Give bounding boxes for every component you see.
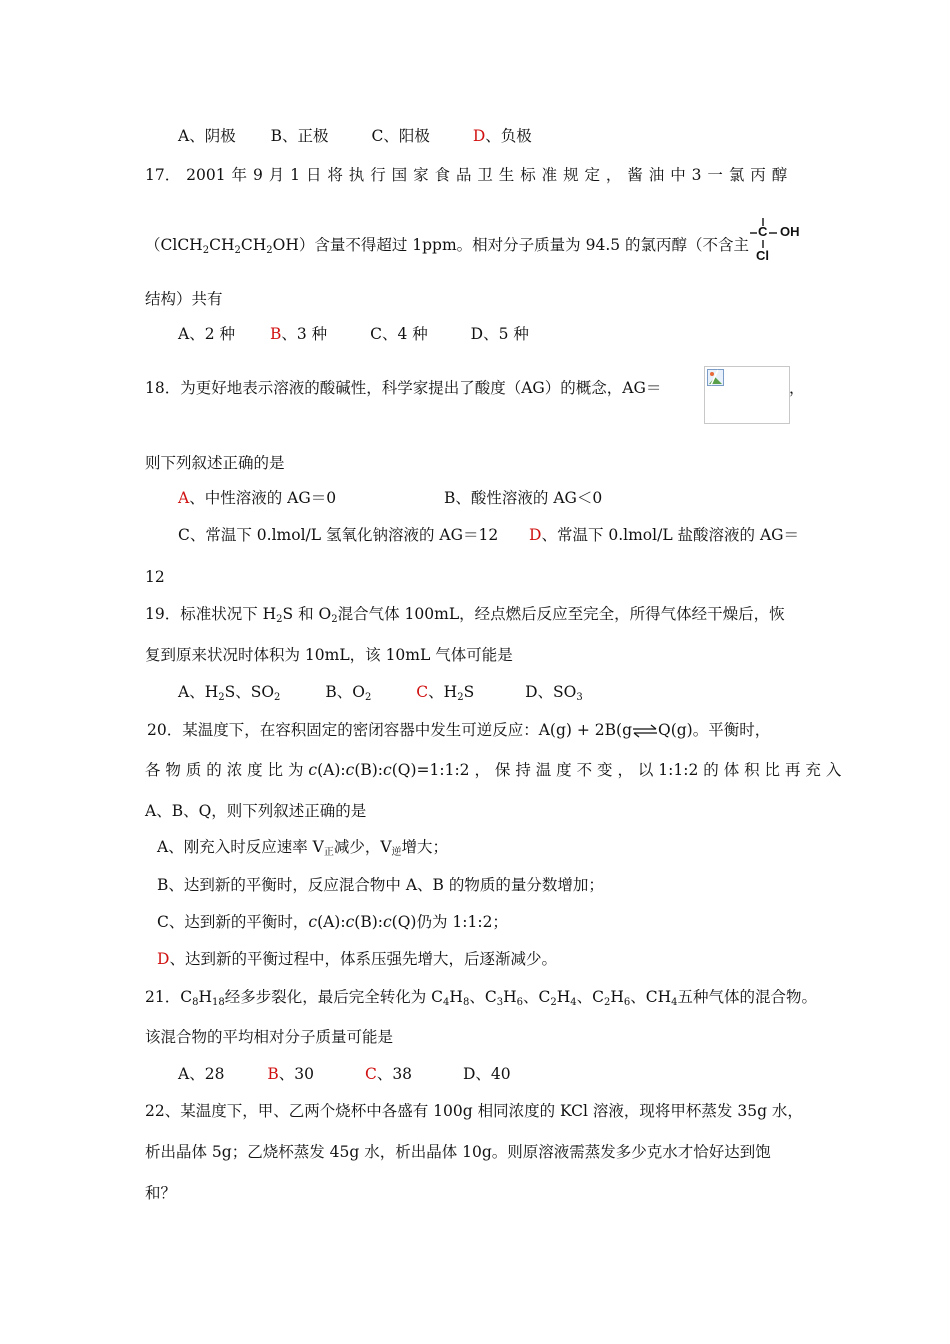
q18-option-c: C、常温下 0.lmol/L 氢氧化钠溶液的 AG＝12 [178,526,499,544]
q21-line1: 21．$C_8H_{18}$经多步裂化，最后完全转化为 $C_4H_8$、$C_3H_6$、$C_2H_4$、$C_2H_6$、$CH_4$五种气体的混合物。 [145,988,818,1008]
q17-option-c: C、4 种 [370,325,428,343]
q22-line1: 22、某温度下，甲、乙两个烧杯中各盛有 100g 相同浓度的 KCl 溶液，现将甲杯蒸发 35g 水， [145,1102,803,1120]
q17-option-d: D、5 种 [470,325,529,343]
q21-options [178,1064,511,1084]
q16-options [178,126,532,146]
q18-comma: ， [789,379,805,397]
q22-line2: 析出晶体 5g；乙烧杯蒸发 45g 水，析出晶体 10g。则原溶液需蒸发多少克水才恰好达到饱 [145,1143,771,1161]
q20-line1: 20．某温度下，在容积固定的密闭容器中发生可逆反应：A(g) + 2B(g Q(g)。平衡时， [147,721,771,739]
broken-image-icon [707,369,724,386]
q21-line2: 该混合物的平均相对分子质量可能是 [145,1028,394,1046]
q18-option-b: B、酸性溶液的 AG＜0 [444,489,603,507]
q17-option-a: A、2 种 [178,325,235,343]
q19-options [178,682,583,702]
q16-option-b: B、正极 [270,127,329,145]
q17-line2: $(ClCH_2CH_2CH_2OH)$含量不得超过 1ppm。相对分子质量为 94.5 的氯丙醇（不含主 [145,236,750,256]
q18-line2: 则下列叙述正确的是 [145,454,285,472]
mol-hydroxyl: OH [780,224,800,239]
q16-option-c: C、阳极 [371,127,430,145]
q19-option-b: B、$O_2$ [325,683,372,703]
q17-line3: 结构）共有 [145,290,223,308]
mol-carbon: C [758,224,768,239]
q20-option-d: D、达到新的平衡过程中，体系压强先增大，后逐渐减少。 [157,950,557,968]
q20-option-b: B、达到新的平衡时，反应混合物中 A、B 的物质的量分数增加； [157,876,604,894]
q21-option-d: D、40 [462,1065,511,1083]
broken-image-placeholder [704,366,790,424]
equilibrium-arrow-icon [632,723,658,737]
q17-options [178,324,529,344]
q16-option-d: D、负极 [472,127,532,145]
q20-line3: A、B、Q，则下列叙述正确的是 [145,802,367,820]
q17-line1: 17． 2001 年 9 月 1 日 将 执 行 国 家 食 品 卫 生 标 准 规 定 ， 酱 油 中 3 一 氯 丙 醇 [145,166,788,184]
q20-line2: 各 物 质 的 浓 度 比 为 c(A):c(B):c(Q)=1:1:2 ， 保 持 温 度 不 变 ， 以 1:1:2 的 体 积 比 再 充 入 [145,761,842,779]
q18-option-d-cont: 12 [145,568,165,586]
q19-option-c: C、$H_2S$ [416,683,475,703]
q21-option-a: A、28 [178,1065,225,1083]
q19-line2: 复到原来状况时体积为 10mL，该 10mL 气体可能是 [145,646,513,664]
q18-option-a: A、中性溶液的 AG＝0 [178,489,337,507]
q21-option-b: B、30 [267,1065,314,1083]
q18-line1: 18．为更好地表示溶液的酸碱性，科学家提出了酸度（AG）的概念，AG＝ [145,379,662,397]
q21-option-c: C、38 [364,1065,413,1083]
chlorine-carbon-structure [748,216,808,266]
q18-option-d: D、常温下 0.lmol/L 盐酸溶液的 AG＝ [529,526,800,544]
q19-option-d: D、$SO_3$ [525,683,583,703]
q19-option-a: A、$H_2S$、$SO_2$ [178,683,281,703]
q22-line3: 和？ [145,1184,177,1202]
q19-line1: 19．标准状况下 $H_2S$ 和 $O_2$混合气体 100mL，经点燃后反应至完全，所得气体经干燥后，恢 [145,605,785,625]
q17-option-b: B、3 种 [269,325,328,343]
q20-option-a: A、刚充入时反应速率 $V_正$减少，$V_逆$增大； [157,838,449,858]
q20-option-c: C、达到新的平衡时，c(A):c(B):c(Q)仍为 1:1:2； [157,913,508,931]
q16-option-a: A、阴极 [178,127,236,145]
mol-chlorine: Cl [756,248,769,263]
